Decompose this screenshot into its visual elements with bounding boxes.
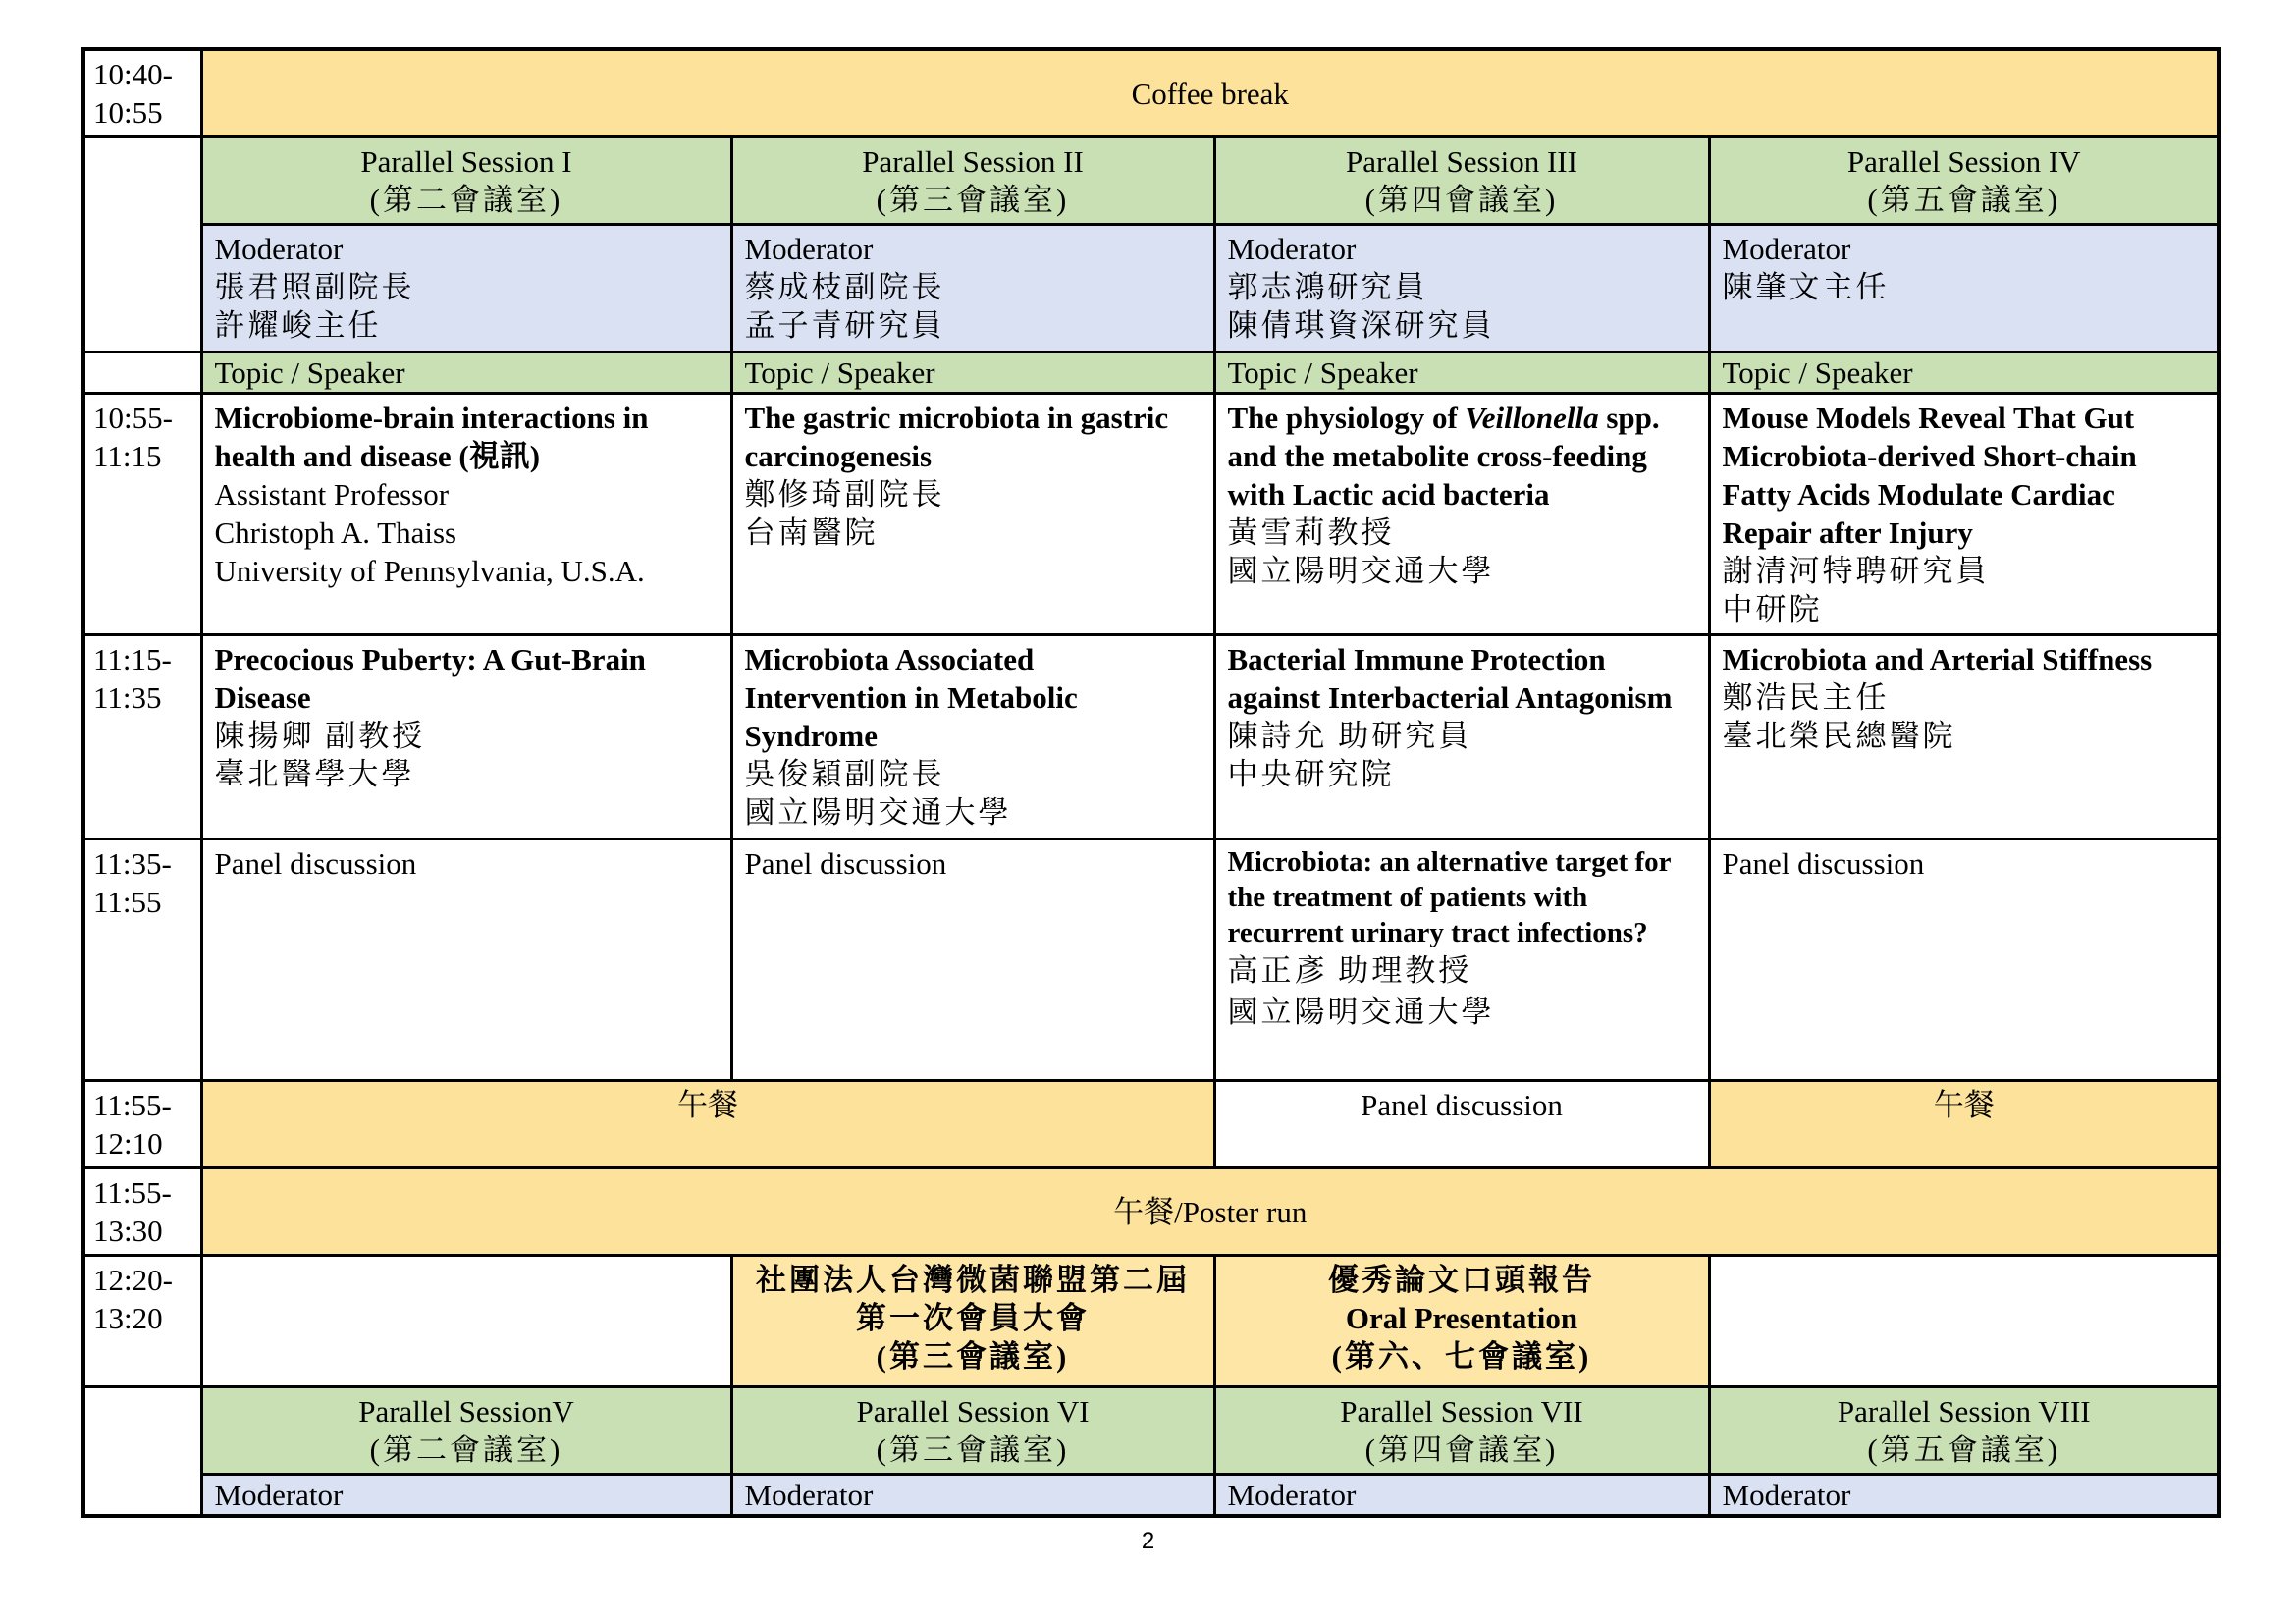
empty-cell xyxy=(1709,1256,2219,1387)
session-header: Parallel Session VIII (第五會議室) xyxy=(1709,1387,2219,1475)
member-assembly-cell: 社團法人台灣微菌聯盟第二屆 第一次會員大會 (第三會議室) xyxy=(731,1256,1214,1387)
session-header: Parallel SessionV (第二會議室) xyxy=(201,1387,731,1475)
lunch-cell: 午餐 xyxy=(201,1081,1214,1168)
topic-speaker-label: Topic / Speaker xyxy=(1709,352,2219,394)
panel-discussion-cell: Panel discussion xyxy=(201,839,731,1081)
speaker-line: 臺北醫學大學 xyxy=(214,757,415,791)
talk-cell xyxy=(1709,394,2219,635)
page-number: 2 xyxy=(1141,1528,1155,1554)
talk-row xyxy=(83,394,2219,635)
speaker-line: 陳揚卿 副教授 xyxy=(214,719,426,753)
talk-title: The gastric microbiota in gastric carcinogenesis xyxy=(744,401,1169,473)
moderator-cell: Moderator 郭志鴻研究員 陳倩琪資深研究員 xyxy=(1214,225,1709,352)
speaker-line: 黃雪莉教授 xyxy=(1227,515,1395,550)
coffee-break-row xyxy=(83,49,2219,137)
lunch-poster-row xyxy=(83,1168,2219,1256)
lunch-poster-cell: 午餐/Poster run xyxy=(201,1168,2219,1256)
talk-title: Bacterial Immune Protection against Interbacterial Antagonism xyxy=(1227,642,1673,715)
speaker-line: 吳俊穎副院長 xyxy=(744,757,945,791)
moderator-cell: Moderator 張君照副院長 許耀峻主任 xyxy=(201,225,731,352)
coffee-break-cell: Coffee break xyxy=(201,49,2219,137)
oral-presentation-cell: 優秀論文口頭報告 Oral Presentation (第六、七會議室) xyxy=(1214,1256,1709,1387)
talk-title: Microbiota: an alternative target for the treatment of patients with recurrent urinary tract infections? xyxy=(1227,846,1672,948)
moderator-cell: Moderator xyxy=(201,1475,731,1517)
talk-row xyxy=(83,839,2219,1081)
moderator-cell: Moderator 陳肇文主任 xyxy=(1709,225,2219,352)
speaker-line: University of Pennsylvania, U.S.A. xyxy=(214,554,645,588)
talk-row xyxy=(83,635,2219,839)
topic-speaker-label: Topic / Speaker xyxy=(731,352,1214,394)
talk-title: Microbiota Associated Intervention in Metabolic Syndrome xyxy=(744,642,1078,753)
time-cell: 11:15- 11:35 xyxy=(83,635,201,839)
empty-cell xyxy=(201,1256,731,1387)
moderator-cell: Moderator xyxy=(1709,1475,2219,1517)
session-header: Parallel Session I (第二會議室) xyxy=(201,137,731,225)
talk-title: Precocious Puberty: A Gut-Brain Disease xyxy=(214,642,646,715)
talk-title: The physiology of Veillonella spp. and the metabolite cross-feeding with Lactic acid bacteria xyxy=(1227,401,1660,512)
meeting-row xyxy=(83,1256,2219,1387)
speaker-line: 鄭修琦副院長 xyxy=(744,477,945,512)
topic-speaker-label: Topic / Speaker xyxy=(1214,352,1709,394)
panel-discussion-cell: Panel discussion xyxy=(1709,839,2219,1081)
lunch-row xyxy=(83,1081,2219,1168)
time-cell-empty xyxy=(83,137,201,352)
speaker-line: Assistant Professor xyxy=(214,477,450,512)
talk-cell xyxy=(1214,839,1709,1081)
session-header: Parallel Session VI (第三會議室) xyxy=(731,1387,1214,1475)
speaker-line: 謝清河特聘研究員 xyxy=(1722,554,1990,588)
panel-discussion-cell: Panel discussion xyxy=(1214,1081,1709,1168)
speaker-line: 國立陽明交通大學 xyxy=(1227,995,1495,1029)
time-cell: 11:55- 12:10 xyxy=(83,1081,201,1168)
time-cell: 10:40- 10:55 xyxy=(83,49,201,137)
program-schedule-table xyxy=(81,47,2221,1518)
speaker-line: 中研院 xyxy=(1722,592,1823,626)
moderator-row xyxy=(83,1475,2219,1517)
moderator-row xyxy=(83,225,2219,352)
time-cell: 11:35- 11:55 xyxy=(83,839,201,1081)
speaker-line: 高正彥 助理教授 xyxy=(1227,953,1472,988)
speaker-line: 台南醫院 xyxy=(744,515,879,550)
time-cell-empty xyxy=(83,1387,201,1517)
session-header: Parallel Session IV (第五會議室) xyxy=(1709,137,2219,225)
moderator-cell: Moderator xyxy=(1214,1475,1709,1517)
time-cell: 11:55- 13:30 xyxy=(83,1168,201,1256)
time-cell-empty xyxy=(83,352,201,394)
speaker-line: Christoph A. Thaiss xyxy=(214,515,457,550)
moderator-cell: Moderator 蔡成枝副院長 孟子青研究員 xyxy=(731,225,1214,352)
talk-cell xyxy=(1214,635,1709,839)
talk-cell xyxy=(1214,394,1709,635)
talk-title: Mouse Models Reveal That Gut Microbiota-derived Short-chain Fatty Acids Modulate Cardiac Repair after Injury xyxy=(1722,401,2137,550)
speaker-line: 國立陽明交通大學 xyxy=(1227,554,1495,588)
session-header: Parallel Session VII (第四會議室) xyxy=(1214,1387,1709,1475)
speaker-line: 國立陽明交通大學 xyxy=(744,795,1012,830)
session-header: Parallel Session III (第四會議室) xyxy=(1214,137,1709,225)
speaker-line: 鄭浩民主任 xyxy=(1722,680,1890,715)
talk-cell xyxy=(201,394,731,635)
talk-cell xyxy=(731,635,1214,839)
panel-discussion-cell: Panel discussion xyxy=(731,839,1214,1081)
talk-cell xyxy=(731,394,1214,635)
moderator-cell: Moderator xyxy=(731,1475,1214,1517)
talk-cell xyxy=(201,635,731,839)
talk-title: Microbiome-brain interactions in health and disease (視訊) xyxy=(214,401,649,473)
talk-cell xyxy=(1709,635,2219,839)
time-cell: 12:20- 13:20 xyxy=(83,1256,201,1387)
time-cell: 10:55- 11:15 xyxy=(83,394,201,635)
session-header-row xyxy=(83,1387,2219,1475)
speaker-line: 臺北榮民總醫院 xyxy=(1722,719,1956,753)
speaker-line: 陳詩允 助研究員 xyxy=(1227,719,1472,753)
topic-speaker-label: Topic / Speaker xyxy=(201,352,731,394)
talk-title: Microbiota and Arterial Stiffness xyxy=(1722,642,2153,677)
session-header-row xyxy=(83,137,2219,225)
session-header: Parallel Session II (第三會議室) xyxy=(731,137,1214,225)
speaker-line: 中央研究院 xyxy=(1227,757,1395,791)
topic-header-row xyxy=(83,352,2219,394)
lunch-cell: 午餐 xyxy=(1709,1081,2219,1168)
